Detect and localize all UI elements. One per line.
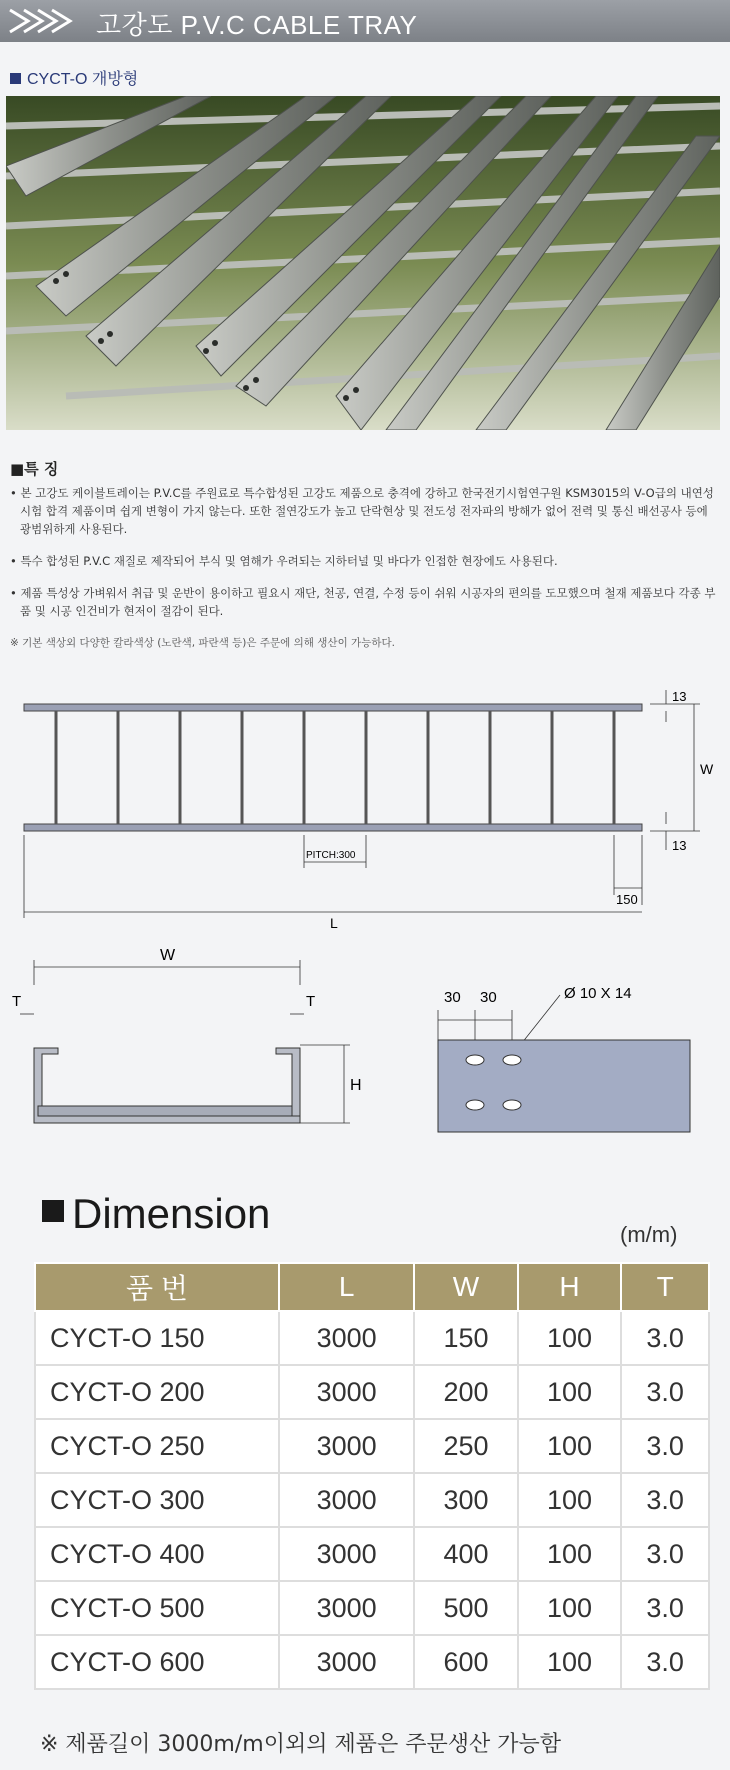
dim-13-bottom-label: 13 xyxy=(672,838,687,853)
tray-section-and-side-drawing xyxy=(0,940,730,1160)
col-h: H xyxy=(518,1263,622,1311)
section-w-label: W xyxy=(160,947,176,964)
section-h-label: H xyxy=(350,1077,362,1094)
chevron-stripes-icon xyxy=(6,4,94,38)
table-row: CYCT-O 300 3000 300 100 3.0 xyxy=(35,1473,709,1527)
page-title: 고강도 P.V.C CABLE TRAY xyxy=(96,10,418,40)
hole-pitch-30b-label: 30 xyxy=(480,989,497,1006)
dim-w-label: W xyxy=(700,761,714,777)
table-row: CYCT-O 600 3000 600 100 3.0 xyxy=(35,1635,709,1689)
hole-pitch-30a-label: 30 xyxy=(444,989,461,1006)
pitch-label: PITCH:300 xyxy=(306,850,356,861)
length-footnote: ※ 제품길이 3000m/m이외의 제품은 주문생산 가능함 xyxy=(40,1732,561,1757)
col-w: W xyxy=(414,1263,518,1311)
dim-13-top-label: 13 xyxy=(672,690,687,704)
section-t-left-label: T xyxy=(12,993,22,1010)
dim-l-label: L xyxy=(330,915,338,930)
dim-150-label: 150 xyxy=(616,892,638,907)
feature-item-1: • 본 고강도 케이블트레이는 P.V.C를 주원료로 특수합성된 고강도 제품으로 충격에 강하고 한국전기시험연구원 KSM3015의 V-O급의 내연성 시험 합격 제품이며 쉽게 변형이 가지 않는다. 또한 절연강도가 높고 단락현상 및 전도성 전자파의 방해가 없어 전력 및 통신 배선공사 등에 광범위하게 사용된다. xyxy=(10,486,714,536)
color-note: ※ 기본 색상외 다양한 칼라색상 (노란색, 파란색 등)은 주문에 의해 생산이 가능하다. xyxy=(10,637,395,649)
feature-item-2: • 특수 합성된 P.V.C 재질로 제작되어 부식 및 염해가 우려되는 지하터널 및 바다가 인접한 현장에도 사용된다. xyxy=(10,554,558,568)
table-header-row xyxy=(35,1263,709,1311)
section-t-right-label: T xyxy=(306,993,316,1010)
hole-size-label: Ø 10 X 14 xyxy=(564,985,632,1002)
table-row: CYCT-O 150 3000 150 100 3.0 xyxy=(35,1311,709,1365)
dimension-table xyxy=(34,1262,710,1690)
page-header xyxy=(0,0,730,42)
col-model: 품 번 xyxy=(35,1263,279,1311)
features-heading: ■특 징 xyxy=(10,460,59,478)
dimension-title: Dimension xyxy=(42,1190,270,1238)
feature-item-3: • 제품 특성상 가벼워서 취급 및 운반이 용이하고 필요시 재단, 천공, 연결, 수정 등이 쉬워 시공자의 편의를 도모했으며 철재 제품보다 각종 부품 및 시공 인건비가 현저이 절감이 된다. xyxy=(10,586,716,618)
col-t: T xyxy=(621,1263,709,1311)
table-row: CYCT-O 400 3000 400 100 3.0 xyxy=(35,1527,709,1581)
unit-label: (m/m) xyxy=(620,1222,678,1247)
table-row: CYCT-O 200 3000 200 100 3.0 xyxy=(35,1365,709,1419)
tray-top-view-drawing xyxy=(0,690,730,930)
features-section xyxy=(10,460,720,666)
table-row: CYCT-O 500 3000 500 100 3.0 xyxy=(35,1581,709,1635)
table-row: CYCT-O 250 3000 250 100 3.0 xyxy=(35,1419,709,1473)
product-subhead xyxy=(10,66,138,89)
col-l: L xyxy=(279,1263,414,1311)
subhead-label: CYCT-O 개방형 xyxy=(27,71,139,88)
product-photo xyxy=(6,96,720,430)
